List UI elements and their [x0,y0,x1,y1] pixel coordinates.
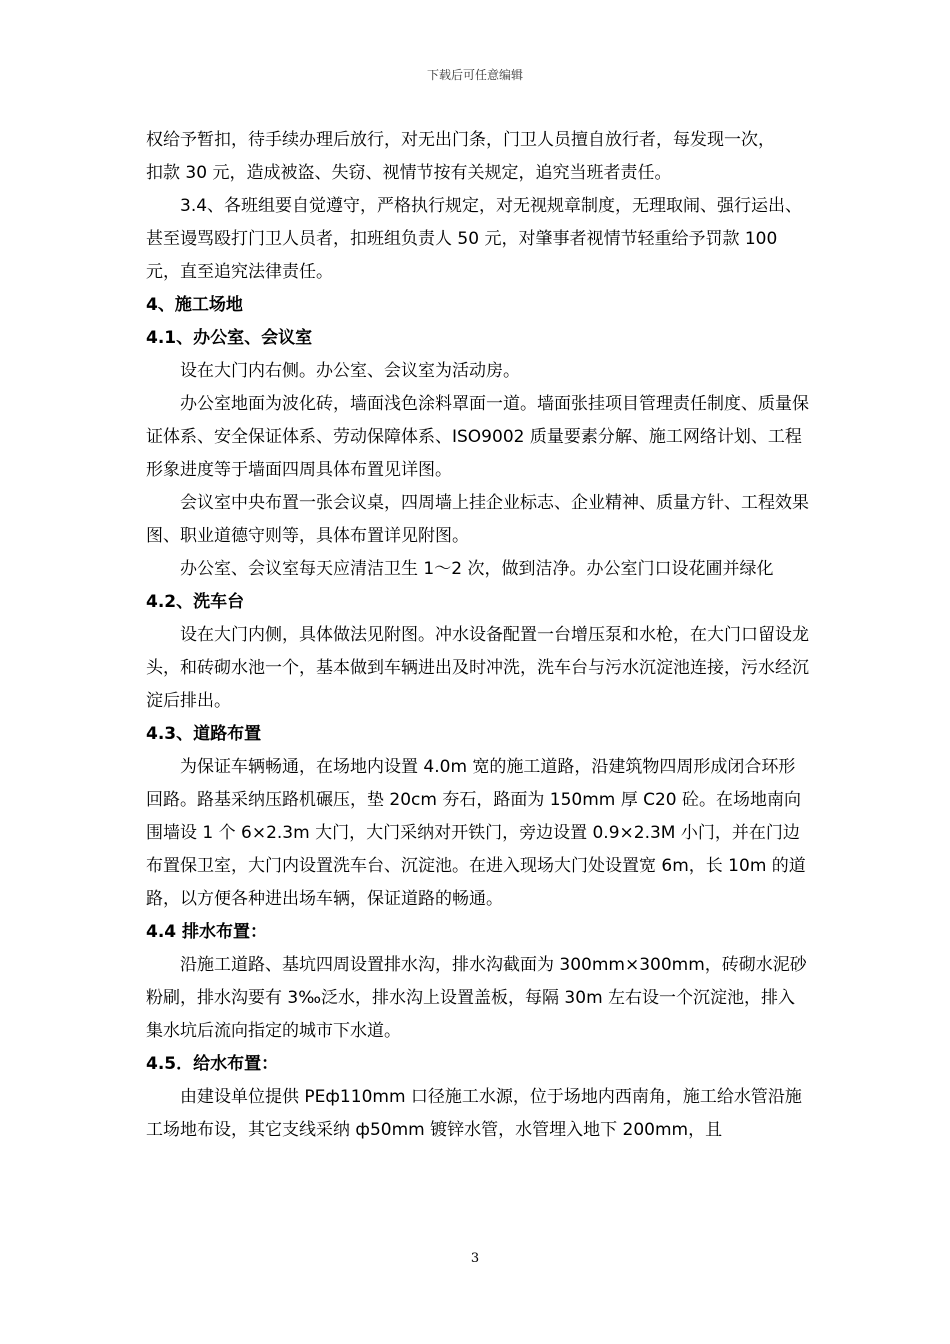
paragraph: 设在大门内右侧。办公室、会议室为活动房。 [180,361,520,381]
paragraph: 会议室中央布置一张会议桌，四周墙上挂企业标志、企业精神、质量方针、工程效果图、职业道德守则等，具体布置详见附图。 [146,493,809,546]
paragraph: 为保证车辆畅通，在场地内设置 4.0m 宽的施工道路，沿建筑物四周形成闭合环形回路。路基采纳压路机碾压，垫 20cm 夯石，路面为 150mm 厚 C20 砼。在场地南向围墙设 1 个 6×2.3m 大门，大门采纳对开铁门，旁边设置 0.9×2.3M 小门，并在门边布置保卫室，大门内设置洗车台、沉淀池。在进入现场大门处设置宽 6m，长 10m 的道路，以方便各种进出场车辆，保证道路的畅通。 [146,757,806,909]
section-heading: 4.3、道路布置 [146,724,262,744]
paragraph: 扣款 30 元，造成被盗、失窃、视情节按有关规定，追究当班者责任。 [146,163,672,183]
paragraph: 办公室、会议室每天应清洁卫生 1～2 次，做到洁净。办公室门口设花圃并绿化 [180,559,774,579]
paragraph: 由建设单位提供 PEф110mm 口径施工水源，位于场地内西南角，施工给水管沿施工场地布设，其它支线采纳 ф50mm 镀锌水管，水管埋入地下 200mm，且 [146,1087,802,1140]
section-heading: 4、施工场地 [146,295,243,315]
paragraph: 沿施工道路、基坑四周设置排水沟，排水沟截面为 300mm×300mm，砖砌水泥砂粉刷，排水沟要有 3‰泛水，排水沟上设置盖板，每隔 30m 左右设一个沉淀池，排入集水坑后流向指定的城市下水道。 [146,955,807,1041]
page-number: 3 [470,1251,480,1266]
paragraph: 设在大门内侧，具体做法见附图。冲水设备配置一台增压泵和水枪，在大门口留设龙头，和砖砌水池一个，基本做到车辆进出及时冲洗，洗车台与污水沉淀池连接，污水经沉淀后排出。 [146,625,809,711]
section-heading: 4.4 排水布置： [146,922,268,942]
paragraph: 权给予暂扣，待手续办理后放行，对无出门条，门卫人员擅自放行者，每发现一次， [146,130,775,150]
page-header: 下载后可任意编辑 [426,68,523,82]
document-body [146,124,812,1147]
section-heading: 4.1、办公室、会议室 [146,328,313,348]
paragraph: 3.4、各班组要自觉遵守，严格执行规定，对无视规章制度，无理取闹、强行运出、甚至谩骂殴打门卫人员者，扣班组负责人 50 元，对肇事者视情节轻重给予罚款 100 元，直至追究法律责任。 [146,196,803,282]
section-heading: 4.5．给水布置： [146,1054,279,1074]
section-heading: 4.2、洗车台 [146,592,245,612]
paragraph: 办公室地面为波化砖，墙面浅色涂料罩面一道。墙面张挂项目管理责任制度、质量保证体系、安全保证体系、劳动保障体系、ISO9002 质量要素分解、施工网络计划、工程形象进度等于墙面四周具体布置见详图。 [146,394,809,480]
